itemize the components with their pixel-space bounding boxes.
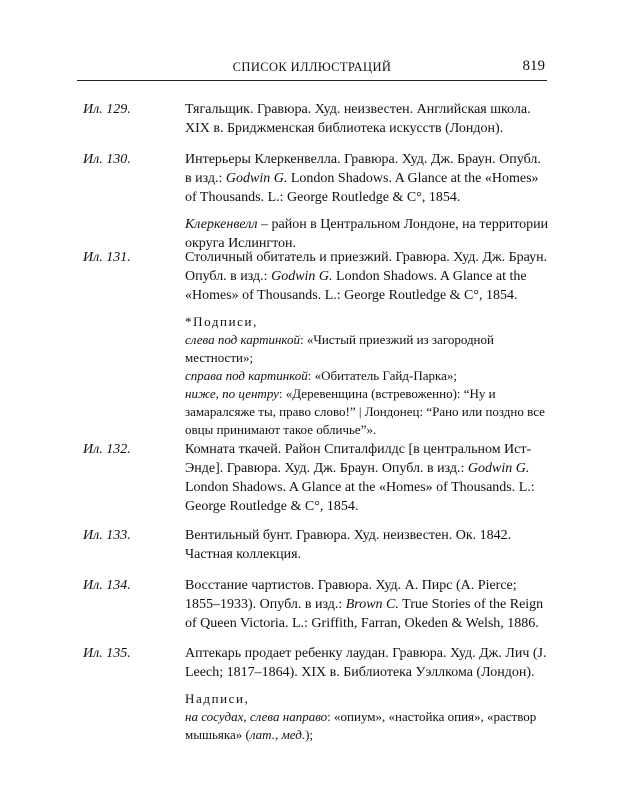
caption-position: на сосудах, слева направо — [185, 709, 328, 724]
captions-block — [185, 313, 549, 439]
description-text: Вентильный бунт. Гравюра. Худ. неизвестен. Ок. 1842. Частная коллекция. — [185, 528, 512, 562]
captions-heading: *Подписи, — [185, 314, 258, 329]
illustration-description — [185, 644, 549, 744]
description-part: London Shadows. A Glance at the «Homes» of Thousands. L.: George Routledge & C°, 1854. — [185, 269, 527, 303]
caption-line — [185, 385, 549, 439]
description-part: Восстание чартистов. Гравюра. Худ. А. Пирс (A. Pierce; 1855–1933). Опубл. в изд.: — [185, 578, 517, 612]
description-part: London Shadows. A Glance at the «Homes» of Thousands. L.: George Routledge & C°, 1854. — [185, 480, 535, 514]
header-rule — [77, 80, 547, 81]
illustration-description — [185, 576, 549, 633]
illustration-label: Ил. 129. — [83, 102, 131, 117]
caption-language: лат., мед. — [249, 727, 306, 742]
footnote-term: Клеркенвелл — [185, 217, 258, 232]
caption-end: ); — [305, 727, 314, 742]
illustration-description — [185, 100, 549, 138]
running-head — [77, 58, 547, 80]
caption-position: ниже, по центру — [185, 386, 279, 401]
description-part: Столичный обитатель и приезжий. Гравюра. Худ. Дж. Браун. Опубл. в изд.: — [185, 250, 548, 284]
illustration-description — [185, 526, 549, 564]
author-name: Godwin G. — [225, 171, 288, 186]
author-name: Brown C. — [345, 597, 399, 612]
illustration-label: Ил. 130. — [83, 152, 131, 167]
caption-text: : «опиум», «настойка опия», «раствор мышьяка» ( — [185, 709, 537, 742]
description-text — [185, 440, 549, 516]
caption-text: : «Деревенщина (встревоженно): “Ну и замаралсяже ты, право слово!” | Лондонец: “Рано или поздно все овцы принимают такое обличье”». — [185, 386, 545, 437]
author-name: Godwin G. — [467, 461, 530, 476]
author-name: Godwin G. — [271, 269, 333, 284]
description-text: Тягальщик. Гравюра. Худ. неизвестен. Английская школа. XIX в. Бриджменская библиотека искусств (Лондон). — [185, 102, 531, 136]
caption-text: : «Обитатель Гайд-Парка»; — [307, 368, 457, 383]
illustration-label: Ил. 134. — [83, 578, 131, 593]
description-text: Аптекарь продает ребенку лаудан. Гравюра. Худ. Дж. Лич (J. Leech; 1817–1864). XIX в. Библиотека Уэллкома (Лондон). — [185, 646, 547, 680]
illustration-description — [185, 440, 549, 516]
illustration-label: Ил. 131. — [83, 250, 131, 265]
page-number: 819 — [522, 58, 545, 74]
description-part: Интерьеры Клеркенвелла. Гравюра. Худ. Дж. Браун. Опубл. в изд.: — [185, 152, 541, 186]
caption-text: : «Чистый приезжий из загородной местности»; — [185, 332, 494, 365]
illustration-description — [185, 150, 549, 253]
footnote-text: – район в Центральном Лондоне, на территории округа Ислингтон. — [185, 217, 549, 251]
illustration-description — [185, 248, 549, 439]
running-head-title: СПИСОК ИЛЛЮСТРАЦИЙ — [232, 60, 392, 74]
caption-line — [185, 331, 549, 367]
captions-block — [185, 690, 549, 744]
description-part: London Shadows. A Glance at the «Homes» of Thousands. L.: George Routledge & C°, 1854. — [185, 171, 539, 205]
description-part: True Stories of the Reign of Queen Victoria. L.: Griffith, Farran, Okeden & Welsh, 1886. — [185, 597, 544, 631]
description-text — [185, 150, 549, 207]
illustration-label: Ил. 132. — [83, 442, 131, 457]
description-text — [185, 248, 549, 305]
captions-heading: Надписи, — [185, 691, 250, 706]
illustration-label: Ил. 135. — [83, 646, 131, 661]
caption-position: справа под картинкой — [185, 368, 308, 383]
caption-line — [185, 708, 549, 744]
illustration-label: Ил. 133. — [83, 528, 131, 543]
caption-line — [185, 367, 549, 385]
caption-position: слева под картинкой — [185, 332, 301, 347]
description-text — [185, 576, 549, 633]
description-part: Комната ткачей. Район Спиталфилдс [в центральном Ист-Энде]. Гравюра. Худ. Дж. Браун. Опубл. в изд.: — [185, 442, 532, 476]
